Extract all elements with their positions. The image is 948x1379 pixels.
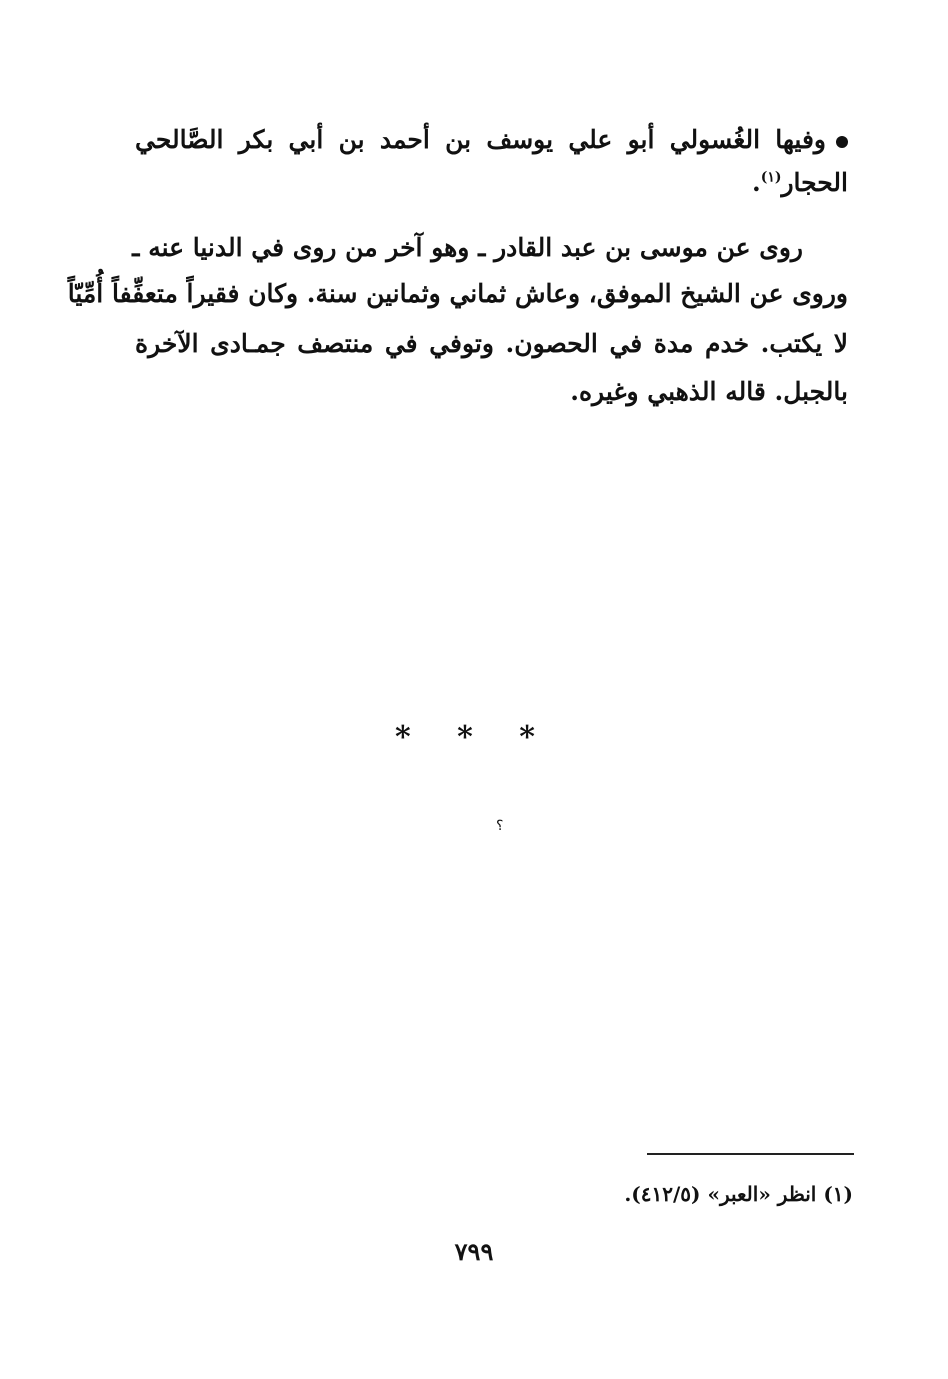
entry-heading-line-2 (752, 163, 848, 203)
body-line-3: لا يكتب. خدم مدة في الحصون. وتوفي في منتصف جمـادى الآخرة (135, 329, 848, 358)
body-line-1: روى عن موسى بن عبد القادر ـ وهو آخر من روى في الدنيا عنه ـ (132, 233, 803, 262)
body-line-2: وروى عن الشيخ الموفق، وعاش ثماني وثمانين سنة. وكان فقيراً متعفِّفاً أُمِّيّاً (67, 279, 848, 308)
entry-name-end: الحجار (781, 168, 848, 197)
entry-heading-line-1 (135, 120, 848, 160)
footnote-reference: (١) (760, 169, 782, 186)
entry-heading-period: . (751, 168, 761, 197)
stray-mark: ؟ (496, 818, 504, 834)
entry-heading-text: وفيها الغُسولي أبو علي يوسف بن أحمد بن أبي بكر الصَّالحي (135, 125, 826, 154)
page-number: ٧٩٩ (454, 1237, 494, 1266)
section-separator: * * * (395, 720, 553, 755)
footnote: (١) انظر «العبر» (٤١٢/٥). (624, 1182, 853, 1206)
body-line-4: بالجبل. قاله الذهبي وغيره. (570, 377, 848, 406)
footnote-divider (647, 1153, 854, 1155)
bullet-icon (836, 136, 848, 148)
